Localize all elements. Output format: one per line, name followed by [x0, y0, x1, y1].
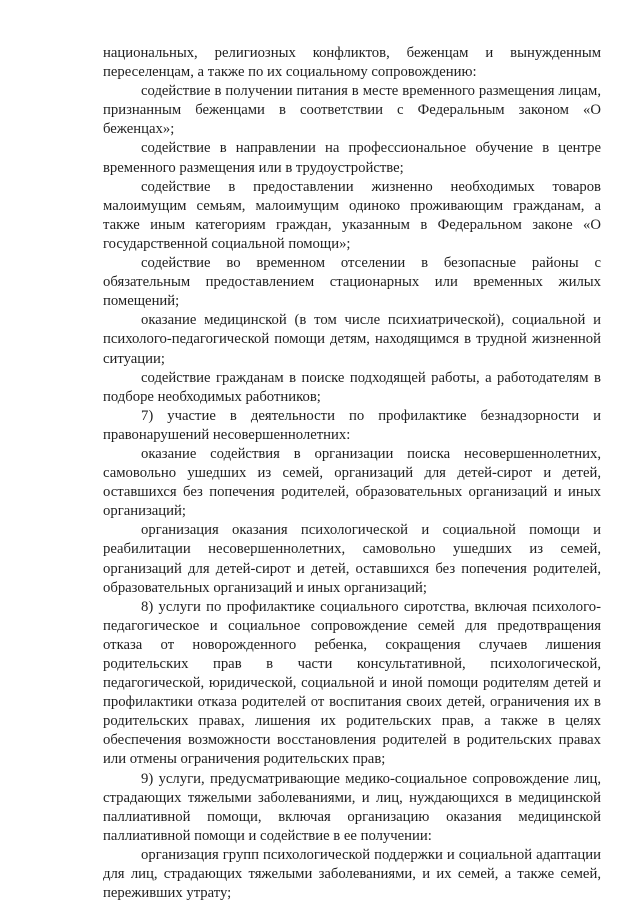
paragraph-3: содействие в направлении на профессиональное обучение в центре временного размещения или в трудоустройстве;	[103, 140, 601, 176]
paragraph-1: национальных, религиозных конфликтов, беженцам и вынужденным переселенцам, а также по их социальному сопровождению:	[103, 45, 601, 81]
paragraph-13: организация групп психологической поддержки и социальной адаптации для лиц, страдающих тяжелыми заболеваниями, и их семей, а также семей, переживших утрату;	[103, 846, 601, 902]
document-body	[103, 44, 601, 903]
paragraph-7: содействие гражданам в поиске подходящей работы, а работодателям в подборе необходимых работников;	[103, 369, 601, 405]
paragraph-2: содействие в получении питания в месте временного размещения лицам, признанным беженцами в соответствии с Федеральным законом «О беженцах»;	[103, 83, 601, 138]
paragraph-4: содействие в предоставлении жизненно необходимых товаров малоимущим семьям, малоимущим одиноко проживающим гражданам, а также иным категориям граждан, указанным в Федеральном законе «О государственной социальной помощи»;	[103, 178, 601, 252]
paragraph-5: содействие во временном отселении в безопасные районы с обязательным предоставлением стационарных или временных жилых помещений;	[103, 255, 601, 310]
paragraph-6: оказание медицинской (в том числе психиатрической), социальной и психолого-педагогической помощи детям, находящимся в трудной жизненной ситуации;	[103, 312, 601, 367]
paragraph-12: 9) услуги, предусматривающие медико-социальное сопровождение лиц, страдающих тяжелыми заболеваниями, и лиц, нуждающихся в медицинской паллиативной помощи, включая организацию оказания медицинской паллиативной помощи и содействие в ее получении:	[103, 770, 601, 844]
paragraph-10: организация оказания психологической и социальной помощи и реабилитации несовершеннолетних, самовольно ушедших из семей, организаций для детей-сирот и детей, оставшихся без попечения родителей, образовательных организаций и иных организаций;	[103, 522, 601, 596]
paragraph-8: 7) участие в деятельности по профилактике безнадзорности и правонарушений несовершеннолетних:	[103, 407, 601, 443]
paragraph-11: 8) услуги по профилактике социального сиротства, включая психолого-педагогическое и социальное сопровождение семей для предотвращения отказа от новорожденного ребенка, сокращения случаев лишения родительских прав в части консультативной, психологической, педагогической, юридической, социальной и иной помощи родителям детей и профилактики отказа родителей от воспитания своих детей, ограничения их в родительских правах, лишения их родительских прав, а также в целях обеспечения возможности восстановления родителей в родительских правах или отмены ограничения родительских прав;	[103, 598, 601, 768]
paragraph-9: оказание содействия в организации поиска несовершеннолетних, самовольно ушедших из семей, организаций для детей-сирот и детей, оставшихся без попечения родителей, образовательных организаций и иных организаций;	[103, 445, 601, 520]
